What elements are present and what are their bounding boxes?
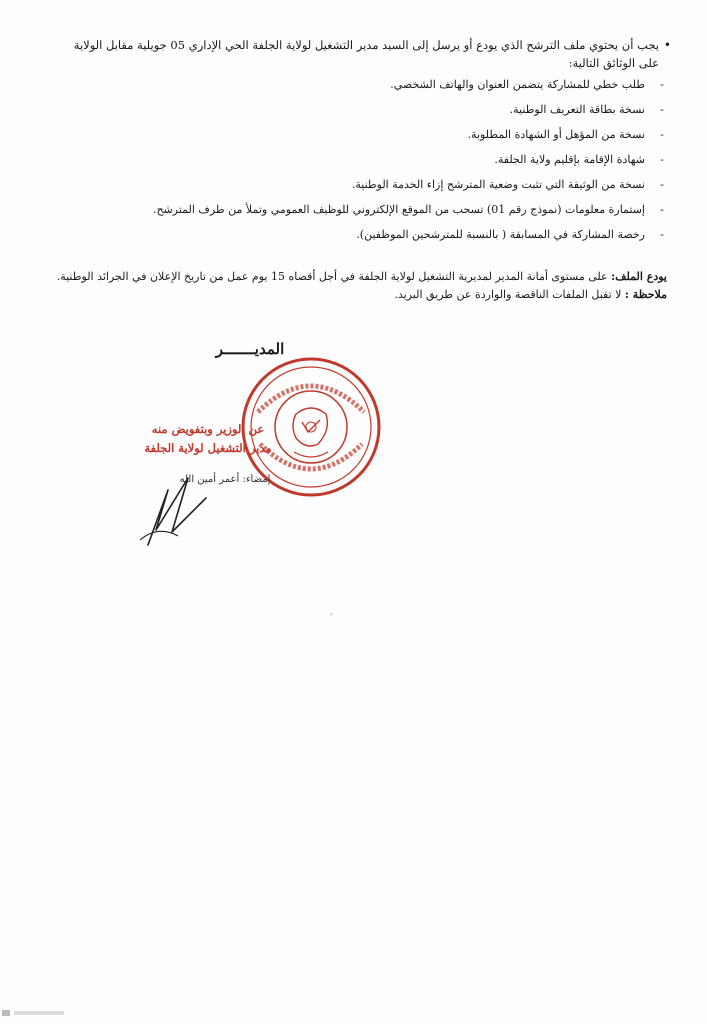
director-title: المديـــــــر [215,340,285,358]
list-item: - نسخة بطاقة التعريف الوطنية. [509,103,664,116]
scanner-watermark-icon [0,1006,70,1020]
delegation-line-1: عن الوزير وبتفويض منه [151,422,265,436]
delegation-text [128,420,288,458]
note-paragraph [37,286,667,304]
intro-paragraph: يجب أن يحتوي ملف الترشح الذي يودع أو يرسل إلى السيد مدير التشغيل لولاية الجلفة الحي الإداري 05 جويلية مقابل الولاية على الوثائق التالية: [73,38,659,70]
bullet-dot: • [663,38,671,52]
list-item: - طلب خطي للمشاركة يتضمن العنوان والهاتف الشخصي. [390,78,664,91]
list-item: - إستمارة معلومات (نموذج رقم 01) تسحب من الموقع الإلكتروني للوظيف العمومي وتملأ من طرف المترشح. [152,203,664,216]
note-label: ملاحظة : [624,288,667,301]
deposit-paragraph [37,268,667,286]
signed-by-line: إمضاء: أعمر أمين الله [179,474,271,485]
note-text: لا تقبل الملفات الناقصة والواردة عن طريق البريد. [394,288,622,301]
requirements-list [107,76,667,251]
list-item: - نسخة من المؤهل أو الشهادة المطلوبة. [467,128,664,141]
scan-mark: ' [330,612,333,621]
deposit-text: على مستوى أمانة المدير لمديرية التشغيل لولاية الجلفة في أجل أقصاه 15 يوم عمل من تاريخ الإعلان في الجرائد الوطنية. [56,270,608,283]
delegation-line-2: مدير التشغيل لولاية الجلفة [144,441,272,455]
list-item: - نسخة من الوثيقة التي تثبت وضعية المترشح إزاء الخدمة الوطنية. [351,178,664,191]
list-item: - شهادة الإقامة بإقليم ولاية الجلفة. [494,153,664,166]
deposit-label: يودع الملف: [611,270,667,283]
handwritten-signature-icon [128,470,218,550]
list-item: - رخصة المشاركة في المسابقة ( بالنسبة للمترشحين الموظفين). [356,228,664,241]
